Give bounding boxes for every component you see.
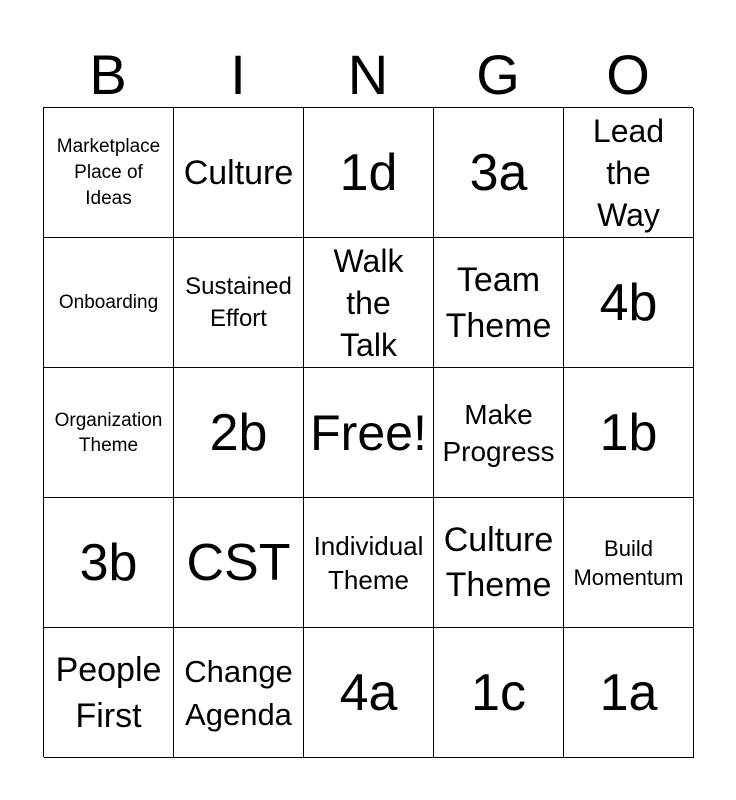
header-letter-o: O — [606, 43, 650, 106]
bingo-cell[interactable]: Team Theme — [434, 238, 564, 368]
bingo-cell[interactable]: Organization Theme — [44, 368, 174, 498]
bingo-cell[interactable]: Build Momentum — [564, 498, 694, 628]
bingo-card-grid — [43, 107, 693, 757]
bingo-cell[interactable]: 1c — [434, 628, 564, 758]
bingo-cell[interactable]: Individual Theme — [304, 498, 434, 628]
bingo-cell[interactable]: 1a — [564, 628, 694, 758]
bingo-cell[interactable]: People First — [44, 628, 174, 758]
bingo-cell[interactable]: CST — [174, 498, 304, 628]
bingo-cell[interactable]: Sustained Effort — [174, 238, 304, 368]
header-letter-g: G — [476, 43, 520, 106]
bingo-cell[interactable]: Culture — [174, 108, 304, 238]
bingo-cell[interactable]: 4b — [564, 238, 694, 368]
bingo-cell[interactable]: 3a — [434, 108, 564, 238]
bingo-cell[interactable]: 1b — [564, 368, 694, 498]
bingo-cell[interactable]: 1d — [304, 108, 434, 238]
bingo-cell[interactable]: 4a — [304, 628, 434, 758]
bingo-cell[interactable]: Change Agenda — [174, 628, 304, 758]
header-letter-b: B — [89, 43, 127, 106]
bingo-cell[interactable]: 3b — [44, 498, 174, 628]
header-letter-i: I — [230, 43, 246, 106]
bingo-cell[interactable]: Walk the Talk — [304, 238, 434, 368]
bingo-cell[interactable]: Make Progress — [434, 368, 564, 498]
header-letter-n: N — [347, 43, 389, 106]
bingo-cell[interactable]: Marketplace Place of Ideas — [44, 108, 174, 238]
bingo-header — [43, 42, 693, 108]
bingo-cell[interactable]: Culture Theme — [434, 498, 564, 628]
bingo-cell[interactable]: 2b — [174, 368, 304, 498]
bingo-cell[interactable]: Lead the Way — [564, 108, 694, 238]
free-space-cell[interactable]: Free! — [304, 368, 434, 498]
bingo-cell[interactable]: Onboarding — [44, 238, 174, 368]
